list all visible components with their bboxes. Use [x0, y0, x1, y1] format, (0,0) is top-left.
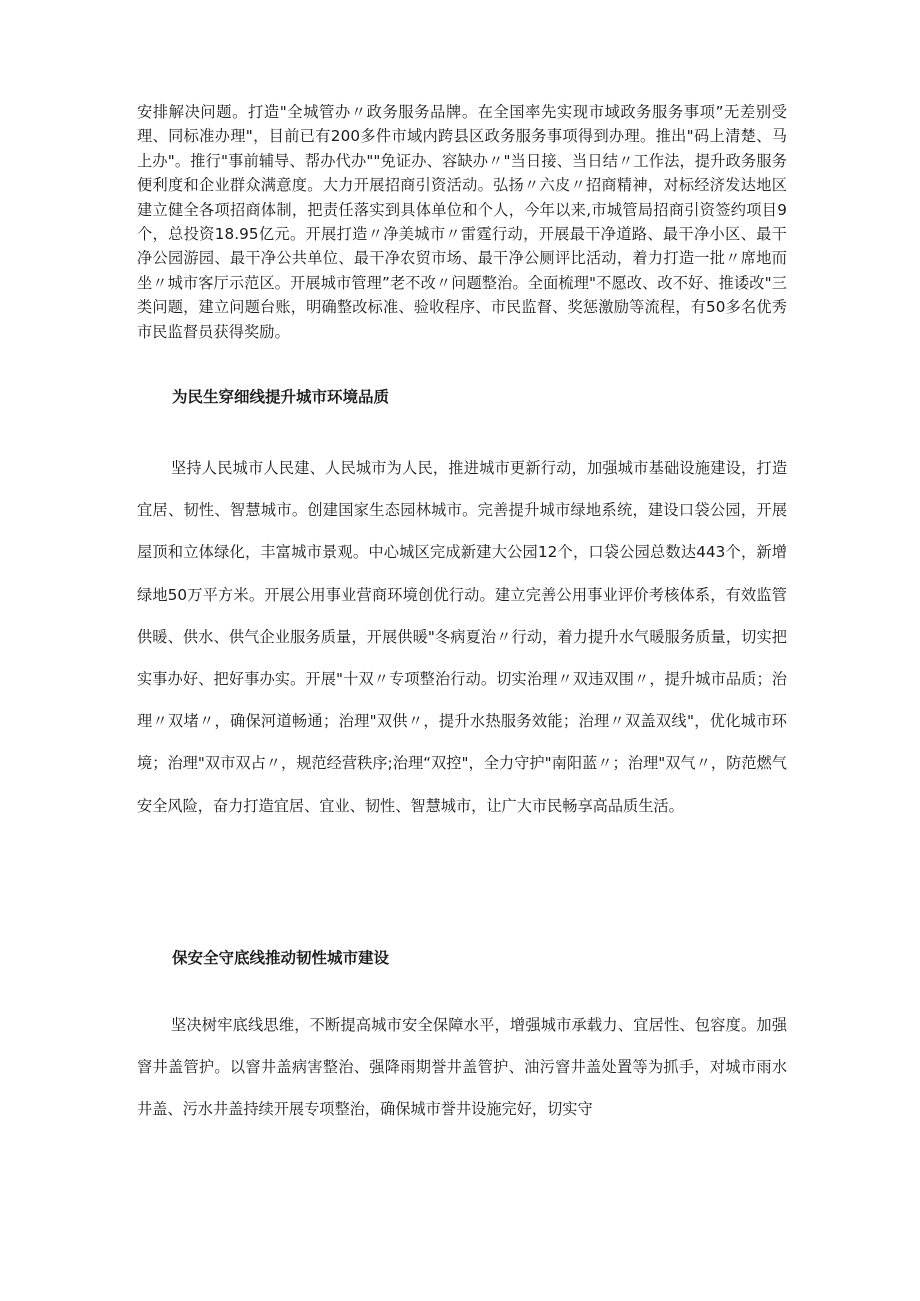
- section-heading-environment: 为民生穿细线提升城市环境品质: [172, 388, 390, 406]
- intro-paragraph: 安排解决问题。打造"全城管办〃政务服务品牌。在全国率先实现市域政务服务事项”无差别受理、同标准办理"，目前已有200多件市域内跨县区政务服务事项得到办理。推出"码上清楚、马上办"。推行"事前辅导、帮办代办""免证办、容缺办〃"当日接、当日结〃工作法，提升政务服务便利度和企业群众满意度。大力开展招商引资活动。弘扬〃六皮〃招商精神，对标经济发达地区建立健全各项招商体制，把责任落实到具体单位和个人，今年以来,市城管局招商引资签约项目9个，总投资18.95亿元。开展打造〃净美城市〃雷霆行动，开展最干净道路、最干净小区、最干净公园游园、最干净公共单位、最干净农贸市场、最干净公厕评比活动，着力打造一批〃席地而坐〃城市客厅示范区。开展城市管理”老不改〃问题整治。全面梳理"不愿改、改不好、推诿改"三类问题，建立问题台账，明确整改标准、验收程序、市民监督、奖惩激励等流程，有50多名优秀市民监督员获得奖励。: [137, 103, 787, 341]
- section-heading-safety: 保安全守底线推动韧性城市建设: [172, 949, 390, 967]
- section-paragraph-environment: 坚持人民城市人民建、人民城市为人民，推进城市更新行动，加强城市基础设施建设，打造宜居、韧性、智慧城市。创建国家生态园林城市。完善提升城市绿地系统，建设口袋公园，开展屋顶和立体绿化，丰富城市景观。中心城区完成新建大公园12个，口袋公园总数达443个，新增绿地50万平方米。开展公用事业营商环境创优行动。建立完善公用事业评价考核体系，有效监管供暖、供水、供气企业服务质量，开展供暖"冬病夏治〃行动，着力提升水气暖服务质量，切实把实事办好、把好事办实。开展"十双〃专项整治行动。切实治理〃双违双围〃，提升城市品质；治理〃双堵〃，确保河道畅通；治理"双供〃，提升水热服务效能；治理〃双盖双线"，优化城市环境；治理"双市双占〃，规范经营秩序;治理“双控"，全力守护"南阳蓝〃；治理"双气〃，防范燃气安全风险，奋力打造宜居、宜业、韧性、智慧城市，让广大市民畅享高品质生活。: [137, 459, 787, 815]
- section-paragraph-safety: 坚决树牢底线思维，不断提高城市安全保障水平，增强城市承载力、宜居性、包容度。加强窨井盖管护。以窨井盖病害整治、强降雨期誉井盖管护、油污窨井盖处置等为抓手，对城市雨水井盖、污水井盖持续开展专项整治，确保城市誉井设施完好，切实守: [137, 1016, 787, 1119]
